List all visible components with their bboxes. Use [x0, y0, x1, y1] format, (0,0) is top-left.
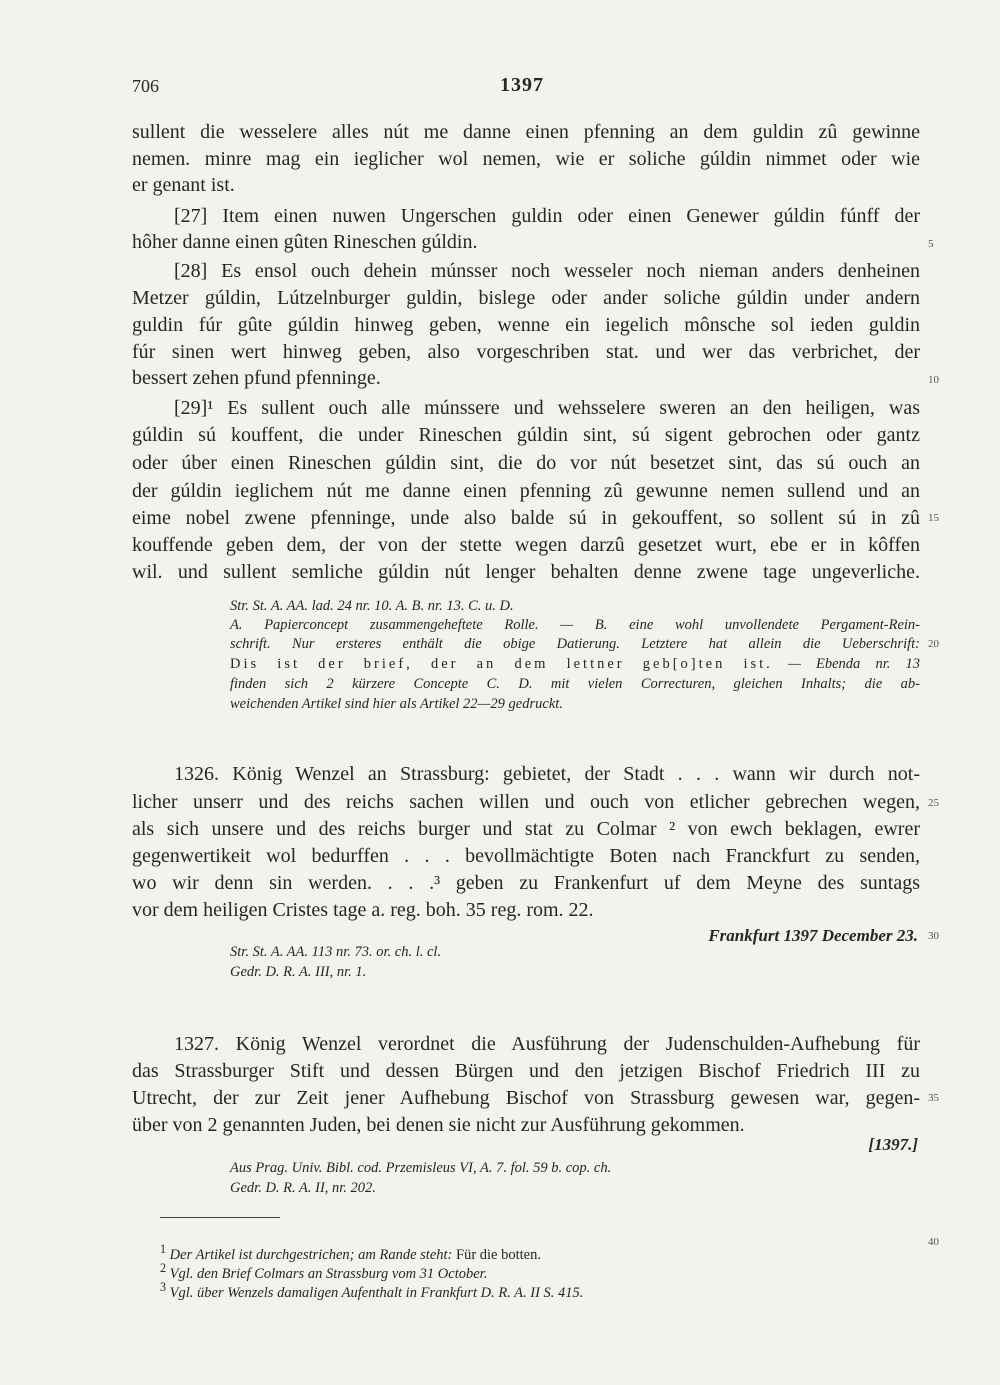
- source-note: finden sich 2 kürzere Concepte C. D. mit vielen Correcturen, gleichen Inhalts; die ab-: [230, 676, 920, 692]
- text-line: hôher danne einen gûten Rineschen gúldin.: [132, 231, 478, 253]
- entry-1326-print: Gedr. D. R. A. III, nr. 1.: [230, 964, 367, 980]
- text-line: gúldin sú kouffent, die under Rineschen gúldin sint, sú sigent gebrochen oder gantz: [132, 424, 920, 446]
- entry-1326-line: vor dem heiligen Cristes tage a. reg. boh. 35 reg. rom. 22.: [132, 899, 594, 921]
- text-line: [28] Es ensol ouch dehein múnsser noch wesseler noch nieman anders denheinen: [174, 260, 920, 282]
- margin-line-number: 25: [928, 797, 939, 809]
- entry-1326-date: Frankfurt 1397 December 23.: [708, 926, 918, 945]
- text-line: wil. und sullent semliche gúldin nút lenger behalten denne zwene tage ungeverliche.: [132, 561, 920, 583]
- margin-line-number: 10: [928, 374, 939, 386]
- footnote-2: $^2$ Vgl. den Brief Colmars an Strassburg vom 31 October.: [160, 1261, 488, 1282]
- footnote-1: $^1$ Der Artikel ist durchgestrichen; am Rande steht: Für die botten.: [160, 1242, 541, 1263]
- entry-1326-source: Str. St. A. AA. 113 nr. 73. or. ch. l. cl.: [230, 944, 442, 960]
- margin-line-number: 15: [928, 512, 939, 524]
- source-note: A. Papierconcept zusammengeheftete Rolle. — B. eine wohl unvollendete Pergament-Rein-: [230, 617, 920, 633]
- entry-1327-line: 1327. König Wenzel verordnet die Ausführung der Judenschulden-Aufhebung für: [174, 1033, 920, 1055]
- entry-1327-line: das Strassburger Stift und dessen Bürgen und den jetzigen Bischof Friedrich III zu: [132, 1060, 920, 1082]
- source-note: schrift. Nur ersteres enthält die obige Datierung. Letztere hat allein die Ueberschrift:: [230, 636, 920, 652]
- source-note: weichenden Artikel sind hier als Artikel 22—29 gedruckt.: [230, 696, 563, 712]
- entry-1327-line: Utrecht, der zur Zeit jener Aufhebung Bischof von Strassburg gewesen war, gegen-: [132, 1087, 920, 1109]
- text-line: [29]¹ Es sullent ouch alle múnssere und wehsselere sweren an den heiligen, was: [174, 397, 920, 419]
- text-line: fúr sinen wert hinweg geben, also vorgeschriben stat. und wer das verbrichet, der: [132, 341, 920, 363]
- entry-1326-line: gegenwertikeit wol bedurffen . . . bevollmächtigte Boten nach Franckfurt zu senden,: [132, 845, 920, 867]
- text-line: guldin fúr gûte gúldin hinweg geben, wenne ein iegelich mônsche sol ieden guldin: [132, 314, 920, 336]
- margin-line-number: 35: [928, 1092, 939, 1104]
- footnote-3: $^3$ Vgl. über Wenzels damaligen Aufenthalt in Frankfurt D. R. A. II S. 415.: [160, 1280, 584, 1301]
- running-head-year: 1397: [500, 74, 544, 96]
- text-line: eime nobel zwene pfenninge, unde also balde sú in gekouffent, so sollent sú in zû: [132, 507, 920, 529]
- entry-1327-line: über von 2 genannten Juden, bei denen sie nicht zur Ausführung gekommen.: [132, 1114, 745, 1136]
- margin-line-number: 5: [928, 238, 934, 250]
- entry-1326-line: als sich unsere und des reichs burger und stat zu Colmar ² von ewch beklagen, ewrer: [132, 818, 920, 840]
- margin-line-number: 40: [928, 1236, 939, 1248]
- spaced-quote: Dis ist der brief, der an dem lettner geb[o]ten ist.: [230, 656, 773, 672]
- text-line: sullent die wesselere alles nút me danne einen pfenning an dem guldin zû gewinne: [132, 121, 920, 143]
- margin-line-number: 20: [928, 638, 939, 650]
- text-line: [27] Item einen nuwen Ungerschen guldin oder einen Genewer gúldin fúnff der: [174, 205, 920, 227]
- source-note: [230, 654, 920, 674]
- entry-1326-line: 1326. König Wenzel an Strassburg: gebietet, der Stadt . . . wann wir durch not-: [174, 763, 920, 785]
- footnote-rule: [160, 1217, 280, 1218]
- text-line: oder úber einen Rineschen gúldin sint, die do vor nút besetzet sint, das sú ouch an: [132, 452, 920, 474]
- entry-1327-source: Aus Prag. Univ. Bibl. cod. Przemisleus VI, A. 7. fol. 59 b. cop. ch.: [230, 1160, 612, 1176]
- source-note-ref: — Ebenda nr. 13: [787, 656, 921, 672]
- text-line: bessert zehen pfund pfenninge.: [132, 367, 381, 389]
- margin-line-number: 30: [928, 930, 939, 942]
- text-line: er genant ist.: [132, 174, 235, 196]
- text-line: nemen. minre mag ein ieglicher wol nemen, wie er soliche gúldin nimmet oder wie: [132, 148, 920, 170]
- source-note: Str. St. A. AA. lad. 24 nr. 10. A. B. nr. 13. C. u. D.: [230, 598, 514, 614]
- page-number: 706: [132, 76, 159, 96]
- entry-1327-date: [1397.]: [868, 1135, 918, 1154]
- entry-1327-print: Gedr. D. R. A. II, nr. 202.: [230, 1180, 376, 1196]
- text-line: Metzer gúldin, Lútzelnburger guldin, bislege oder ander soliche gúldin under andern: [132, 287, 920, 309]
- text-line: der gúldin ieglichem nút me danne einen pfenning zû gewunne nemen sullend und an: [132, 480, 920, 502]
- text-line: kouffende geben dem, der von der stette wegen darzû gesetzet wurt, ebe er in kôffen: [132, 534, 920, 556]
- entry-1326-line: licher unserr und des reichs sachen willen und ouch von etlicher gebrechen wegen,: [132, 791, 920, 813]
- entry-1326-line: wo wir denn sin werden. . . .³ geben zu Frankenfurt uf dem Meyne des suntags: [132, 872, 920, 894]
